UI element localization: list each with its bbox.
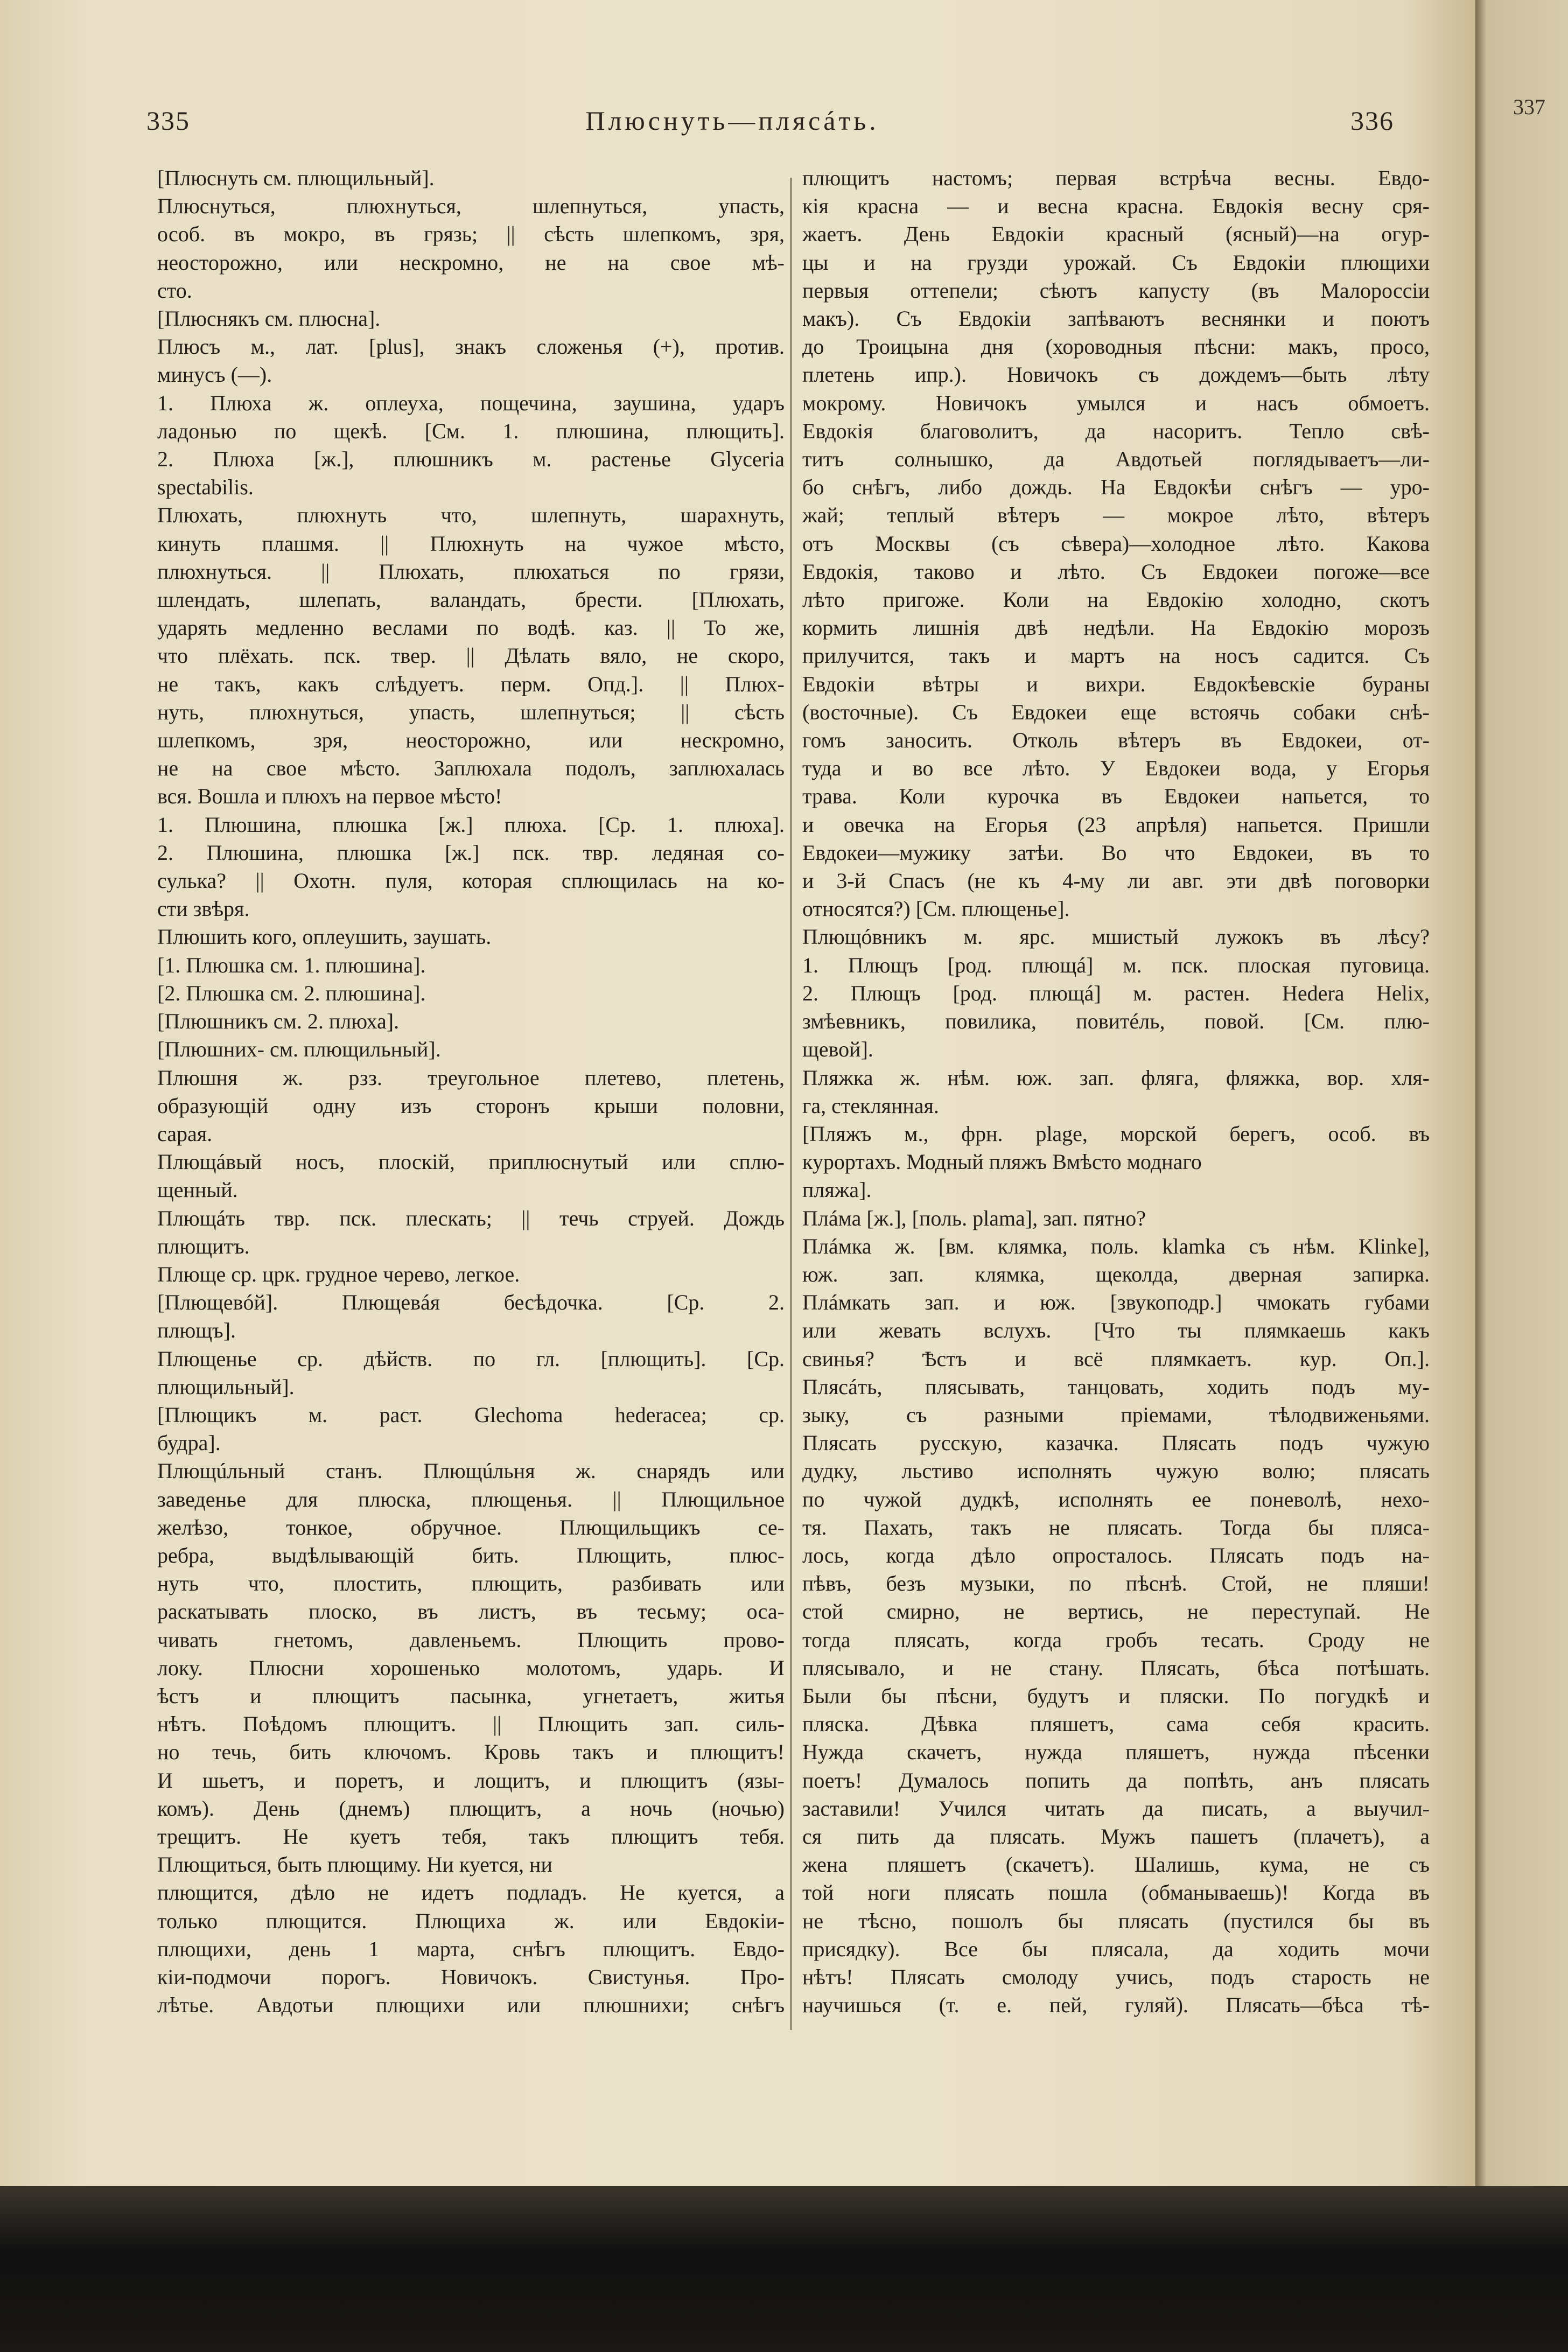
text-line: научишься (т. е. пей, гуляй). Плясать—бѣса тѣ- (802, 1993, 1430, 2018)
text-line: жена пляшетъ (скачетъ). Шалишь, кума, не съ (802, 1852, 1430, 1877)
text-line: 1. Плюшина, плюшка [ж.] плюха. [Ср. 1. плюха]. (157, 812, 785, 837)
text-line: Плющóвникъ м. ярс. мшистый лужокъ въ лѣсу? (802, 925, 1430, 949)
text-line: трещитъ. Не куетъ тебя, такъ плющитъ тебя. (157, 1824, 785, 1849)
text-line: 1. Плющъ [род. плющá] м. пск. плоская пуговица. (802, 953, 1430, 977)
text-line: минусъ (—). (157, 362, 272, 387)
text-line: желѣзо, тонкое, обручное. Плющильщикъ се- (157, 1515, 785, 1539)
text-line: Плюснуться, плюхнуться, шлепнуться, упасть, (157, 194, 785, 219)
text-line: заставили! Учился читать да писать, а выучил- (802, 1796, 1430, 1821)
text-line: лось, когда дѣло опросталось. Плясать подъ на- (802, 1543, 1430, 1567)
text-line: плющится, дѣло не идетъ подладъ. Не куется, а (157, 1880, 785, 1905)
text-line: ладонью по щекѣ. [См. 1. плюшина, плющить]. (157, 418, 785, 443)
text-line: шлендать, шлепать, валандать, брести. [Плюхать, (157, 587, 785, 612)
text-line: жай; теплый вѣтеръ — мокрое лѣто, вѣтеръ (802, 503, 1430, 528)
text-line: плющихи, день 1 марта, снѣгъ плющитъ. Евдо- (157, 1936, 785, 1961)
next-page-edge (1475, 0, 1568, 2186)
text-line: поетъ! Думалось попить да попѣть, анъ плясать (802, 1768, 1430, 1793)
text-line: только плющится. Плющиха ж. или Евдокiи- (157, 1908, 785, 1933)
text-line: щенный. (157, 1178, 238, 1202)
text-line: Плющáвый носъ, плоскій, приплюснутый или сплю- (157, 1150, 785, 1174)
text-line: отъ Москвы (съ сѣвера)—холодное лѣто. Какова (802, 531, 1430, 556)
text-line: неосторожно, или нескромно, не на свое мѣ- (157, 250, 785, 275)
text-line: Евдокія благоволитъ, да насоритъ. Тепло свѣ- (802, 418, 1430, 443)
text-line: плюхнуться. || Плюхать, плюхаться по грязи, (157, 559, 785, 584)
text-line: и 3-й Спасъ (не къ 4-му ли авг. эти двѣ поговорки (802, 869, 1430, 893)
text-line: сто. (157, 278, 192, 303)
text-line: [Плющевóй]. Плющевáя бесѣдочка. [Ср. 2. (157, 1290, 785, 1315)
text-line: Нужда скачетъ, нужда пляшетъ, нужда пѣсенки (802, 1740, 1430, 1765)
text-line: Плюсъ м., лат. [plus], знакъ сложенья (+), против. (157, 334, 785, 359)
running-title: Плюснуть—плясáть. (585, 106, 879, 136)
text-line: не тѣсно, пошолъ бы плясать (пустился бы въ (802, 1908, 1430, 1933)
text-line: Евдокіи вѣтры и вихри. Евдокѣевскіе бураны (802, 671, 1430, 696)
text-line: плясывало, и не стану. Плясать, бѣса потѣшать. (802, 1655, 1430, 1680)
next-page-number: 337 (1513, 95, 1545, 119)
text-line: 1. Плюха ж. оплеуха, пощечина, заушина, ударъ (157, 390, 785, 415)
text-line: Плясáть, плясывать, танцовать, ходить подъ му- (802, 1374, 1430, 1399)
text-line: ѣстъ и плющитъ пасынка, угнетаетъ, житья (157, 1683, 785, 1708)
text-line: Были бы пѣсни, будутъ и пляски. По погудкѣ и (802, 1683, 1430, 1708)
text-line: локу. Плюсни хорошенько молотомъ, ударь. И (157, 1655, 785, 1680)
text-line: [Пляжъ м., фрн. plage, морской берегъ, особ. въ (802, 1121, 1430, 1146)
text-line: туда и во все лѣто. У Евдокеи вода, у Егорья (802, 756, 1430, 781)
text-line: ударять медленно веслами по водѣ. каз. || То же, (157, 615, 785, 640)
text-line: ся пить да плясать. Мужъ пашетъ (плачетъ), а (802, 1824, 1430, 1849)
text-line: курортахъ. Модный пляжъ Вмѣсто моднаго (802, 1150, 1202, 1174)
text-line: прилучится, такъ и мартъ на носъ садится. Съ (802, 643, 1430, 668)
text-line: [1. Плюшка см. 1. плюшина]. (157, 953, 426, 977)
text-line: бо снѣгъ, либо дождь. На Евдокѣи снѣгъ — уро- (802, 475, 1430, 500)
text-line: мокрому. Новичокъ умылся и насъ обмоетъ. (802, 390, 1430, 415)
text-line: [Плющикъ м. раст. Glechoma hederacea; ср. (157, 1402, 785, 1427)
text-line: [Плюснуть см. плющильный]. (157, 166, 435, 190)
text-line: макъ). Съ Евдокіи запѣваютъ веснянки и поютъ (802, 306, 1430, 331)
text-line: пляжа]. (802, 1178, 872, 1202)
text-line: змѣевникъ, повилика, повитéль, повой. [См. плю- (802, 1009, 1430, 1034)
text-line: цы и на грузди урожай. Съ Евдокіи плющихи (802, 250, 1430, 275)
text-line: кія красна — и весна красна. Евдокія весну сря- (802, 194, 1430, 219)
text-line: [Плюснякъ см. плюсна]. (157, 306, 381, 331)
text-line: что плёхать. пск. твер. || Дѣлать вяло, не скоро, (157, 643, 785, 668)
text-line: сарая. (157, 1121, 213, 1146)
text-line: будра]. (157, 1431, 221, 1455)
text-line: плющильный]. (157, 1374, 295, 1399)
text-line: комъ). День (днемъ) плющитъ, а ночь (ночью) (157, 1796, 785, 1821)
text-line: жаетъ. День Евдокіи красный (ясный)—на огур- (802, 222, 1430, 247)
text-line: плющитъ. (157, 1234, 250, 1258)
text-line: юж. зап. клямка, щеколда, дверная запирка. (802, 1262, 1430, 1286)
text-line: нѣтъ! Плясать смолоду учись, подъ старость не (802, 1965, 1430, 1989)
text-line: свинья? Ѣстъ и всё плямкаетъ. кур. Оп.]. (802, 1346, 1430, 1371)
text-line: [Плюшникъ см. 2. плюха]. (157, 1009, 400, 1034)
text-line: титъ солнышко, да Авдотьей поглядываетъ—ли- (802, 447, 1430, 472)
text-line: Евдокеи—мужику затѣи. Во что Евдокеи, въ то (802, 840, 1430, 865)
text-line: га, стеклянная. (802, 1093, 939, 1118)
text-line: образующій одну изъ сторонъ крыши половни, (157, 1093, 785, 1118)
text-line: Плясать русскую, казачка. Плясать подъ чужую (802, 1431, 1430, 1455)
text-line: нуть что, плостить, плющить, разбивать или (157, 1571, 785, 1596)
text-line: вся. Вошла и плюхъ на первое мѣсто! (157, 784, 502, 809)
text-line: кормить лишнія двѣ недѣли. На Евдокію морозъ (802, 615, 1430, 640)
text-line: по чужой дудкѣ, исполнять ее поневолѣ, нехо- (802, 1487, 1430, 1511)
text-line: присядку). Все бы плясала, да ходить мочи (802, 1936, 1430, 1961)
text-line: не на свое мѣсто. Заплюхала подолъ, заплюхалась (157, 756, 785, 781)
text-line: плющитъ настомъ; первая встрѣча весны. Евдо- (802, 166, 1430, 190)
text-line: пляска. Дѣвка пляшетъ, сама себя красить. (802, 1712, 1430, 1737)
text-line: Плющúльный станъ. Плющúльня ж. снарядъ или (157, 1459, 785, 1483)
text-line: нуть, плюхнуться, упасть, шлепнуться; || сѣсть (157, 699, 785, 724)
text-line: Плáмкать зап. и юж. [звукоподр.] чмокать губами (802, 1290, 1430, 1315)
text-line: кинуть плашмя. || Плюхнуть на чужое мѣсто, (157, 531, 785, 556)
text-line: до Троицына дня (хороводныя пѣсни: макъ, просо, (802, 334, 1430, 359)
text-line: относятся?) [См. плющенье]. (802, 897, 1070, 921)
text-line: 2. Плющъ [род. плющá] м. растен. Hedera Helix, (802, 981, 1430, 1005)
text-line: тя. Пахать, такъ не плясать. Тогда бы пляса- (802, 1515, 1430, 1539)
text-line: [2. Плюшка см. 2. плюшина]. (157, 981, 426, 1005)
text-line: Плюще ср. црк. грудное черево, легкое. (157, 1262, 520, 1286)
text-line: 2. Плюха [ж.], плюшникъ м. растенье Glyceria (157, 447, 785, 472)
text-line: Плюшня ж. рзз. треугольное плетево, плетень, (157, 1065, 785, 1090)
scan-background (0, 2186, 1568, 2352)
page-number-left: 335 (146, 106, 190, 136)
text-line: Плющенье ср. дѣйств. по гл. [плющить]. [Ср. (157, 1346, 785, 1371)
text-line: чивать гнетомъ, давленьемъ. Плющить прово- (157, 1627, 785, 1652)
text-line: кiи-подмочи порогъ. Новичокъ. Свистунья. Про- (157, 1965, 785, 1989)
text-line: ребра, выдѣлывающій бить. Плющить, плюс- (157, 1543, 785, 1567)
text-line: плетень ипр.). Новичокъ съ дождемъ—быть лѣту (802, 362, 1430, 387)
text-line: дудку, льстиво исполнять чужую волю; плясать (802, 1459, 1430, 1483)
text-line: не такъ, какъ слѣдуетъ. перм. Опд.]. || Плюх- (157, 671, 785, 696)
text-line: Плюшить кого, оплеушить, заушать. (157, 925, 492, 949)
column-divider (790, 178, 792, 2030)
text-line: сти звѣря. (157, 897, 250, 921)
text-line: раскатывать плоско, въ листъ, въ тесьму; оса- (157, 1599, 785, 1624)
text-line: И шьетъ, и поретъ, и лощитъ, и плющитъ (язы- (157, 1768, 785, 1793)
text-line: spectabilis. (157, 475, 254, 500)
text-line: Пляжка ж. нѣм. юж. зап. фляга, фляжка, вор. хля- (802, 1065, 1430, 1090)
text-line: сулька? || Охотн. пуля, которая сплющилась на ко- (157, 869, 785, 893)
text-line: лѣтье. Авдотьи плющихи или плюшнихи; снѣгъ (157, 1993, 785, 2018)
text-line: плющъ]. (157, 1318, 236, 1343)
text-line: 2. Плюшина, плюшка [ж.] пск. твр. ледяная со- (157, 840, 785, 865)
text-line: Плáмка ж. [вм. клямка, поль. klamka съ нѣм. Klinke], (802, 1234, 1430, 1258)
text-line: но течь, бить ключомъ. Кровь такъ и плющитъ! (157, 1740, 785, 1765)
text-line: пѣвъ, безъ музыки, по пѣснѣ. Стой, не пляши! (802, 1571, 1430, 1596)
text-line: Плющáть твр. пск. плескать; || течь струей. Дождь (157, 1206, 785, 1230)
right-column (802, 164, 1430, 2019)
text-line: зыку, съ разными пріемами, тѣлодвиженьями. (802, 1402, 1430, 1427)
text-line: заведенье для плюска, плющенья. || Плющильное (157, 1487, 785, 1511)
text-line: щевой]. (802, 1037, 873, 1062)
text-line: (восточные). Съ Евдокеи еще встоячь собаки снѣ- (802, 699, 1430, 724)
text-line: трава. Коли курочка въ Евдокеи напьется, то (802, 784, 1430, 809)
text-line: тогда плясать, когда гробъ тесать. Сроду не (802, 1627, 1430, 1652)
page-number-right: 336 (1350, 106, 1394, 136)
text-line: первыя оттепели; сѣютъ капусту (въ Малороссіи (802, 278, 1430, 303)
text-line: и овечка на Егорья (23 апрѣля) напьется. Пришли (802, 812, 1430, 837)
text-line: лѣто пригоже. Коли на Евдокію холодно, скотъ (802, 587, 1430, 612)
text-line: нѣтъ. Поѣдомъ плющитъ. || Плющить зап. силь- (157, 1712, 785, 1737)
text-line: или жевать вслухъ. [Что ты плямкаешь какъ (802, 1318, 1430, 1343)
text-line: шлепкомъ, зря, неосторожно, или нескромно, (157, 728, 785, 753)
text-line: особ. въ мокро, въ грязь; || сѣсть шлепкомъ, зря, (157, 222, 785, 247)
text-line: Евдокія, таково и лѣто. Съ Евдокеи погоже—все (802, 559, 1430, 584)
text-line: той ноги плясать пошла (обманываешь)! Когда въ (802, 1880, 1430, 1905)
text-line: стой смирно, не вертись, не переступай. Не (802, 1599, 1430, 1624)
text-line: Плáма [ж.], [поль. plama], зап. пятно? (802, 1206, 1146, 1230)
text-line: [Плюшних- см. плющильный]. (157, 1037, 441, 1062)
text-line: Плюхать, плюхнуть что, шлепнуть, шарахнуть, (157, 503, 785, 528)
text-line: Плющиться, быть плющиму. Ни куется, ни (157, 1852, 552, 1877)
text-line: гомъ заносить. Отколь вѣтеръ въ Евдокеи, от- (802, 728, 1430, 753)
left-column (157, 164, 785, 2019)
